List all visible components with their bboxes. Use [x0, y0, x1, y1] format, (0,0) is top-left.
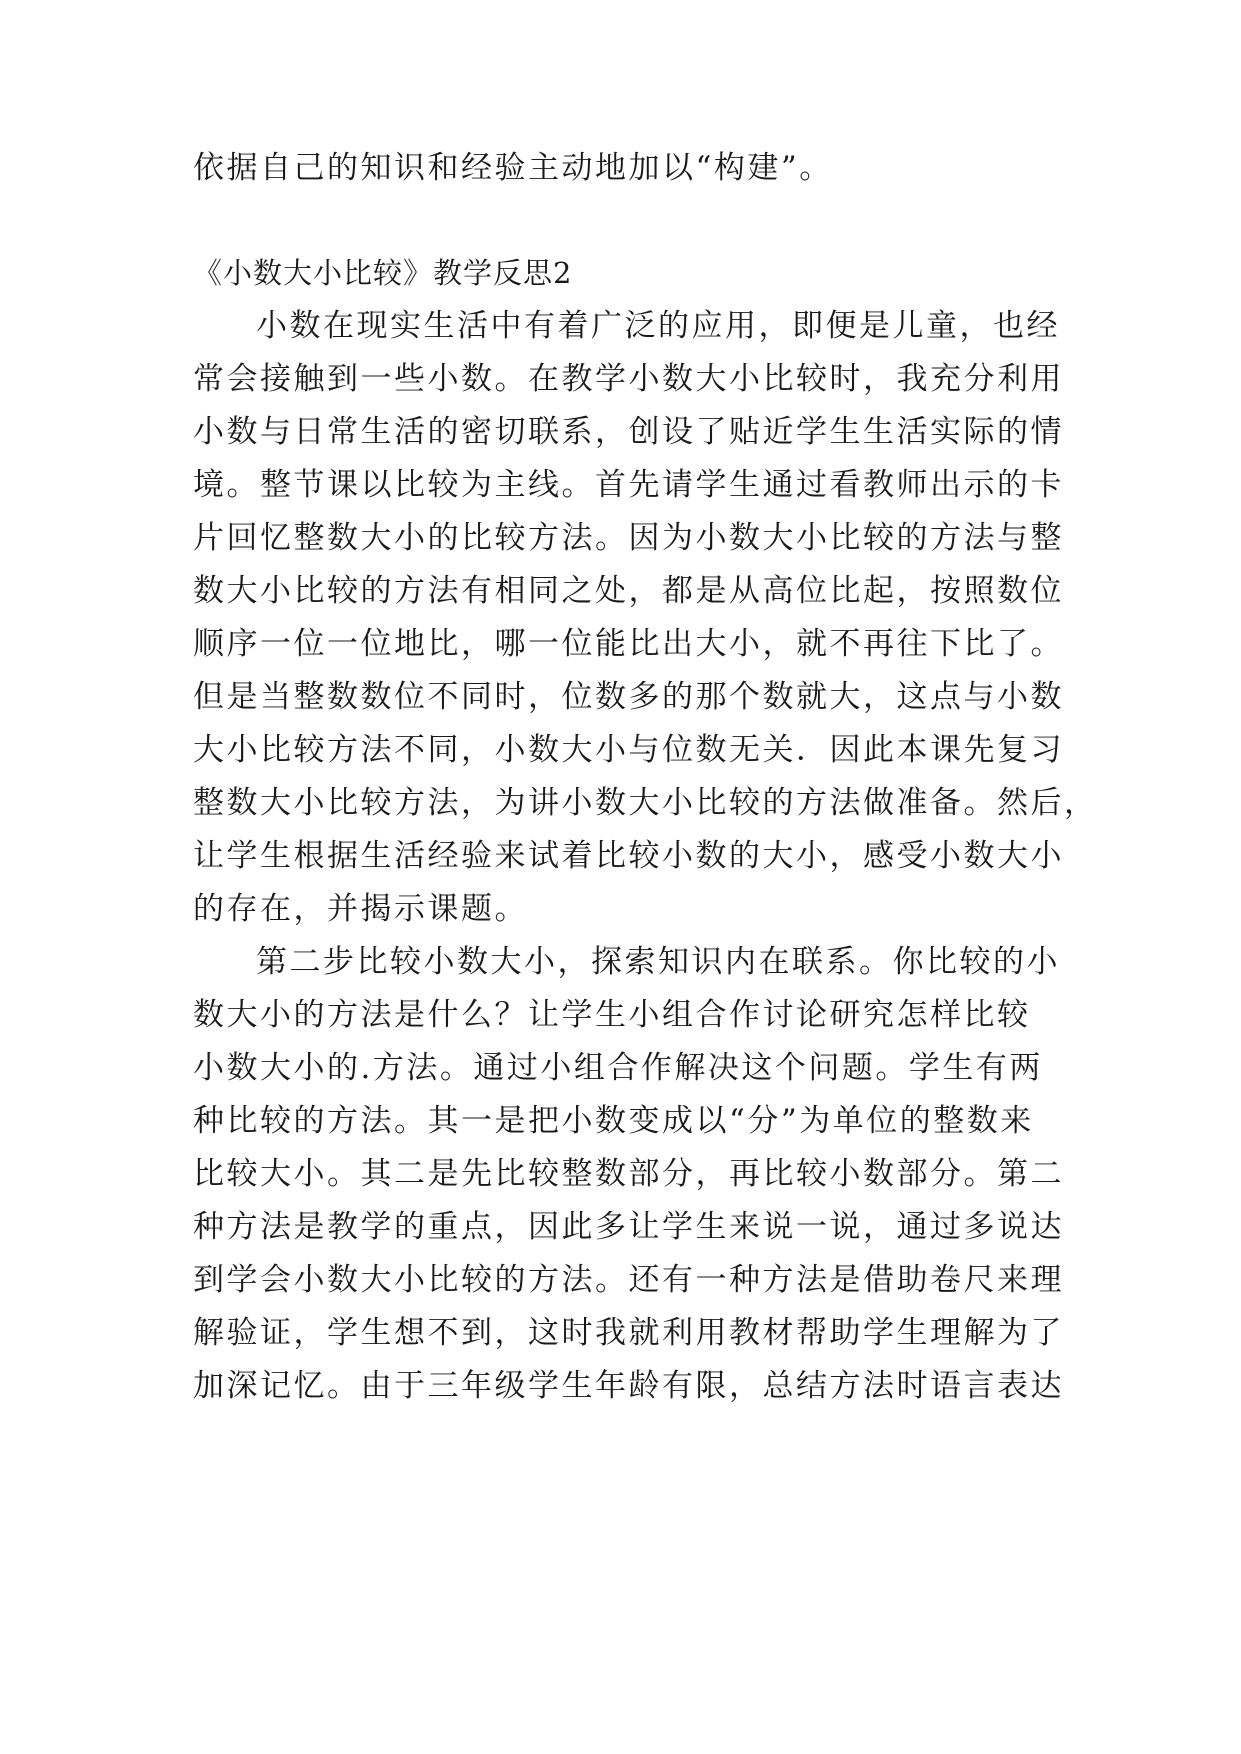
intro-line: 依据自己的知识和经验主动地加以“构建”。	[193, 150, 833, 186]
paragraph-line: 第二步比较小数大小，探索知识内在联系。你比较的小	[256, 944, 1060, 980]
paragraph-line: 但是当整数数位不同时，位数多的那个数就大，这点与小数	[193, 679, 1064, 715]
paragraph-line: 的存在，并揭示课题。	[193, 891, 528, 927]
paragraph-line: 加深记忆。由于三年级学生年龄有限，总结方法时语言表达	[193, 1368, 1064, 1404]
paragraph-line: 比较大小。其二是先比较整数部分，再比较小数部分。第二	[193, 1156, 1064, 1192]
paragraph-line: 小数大小的.方法。通过小组合作解决这个问题。学生有两	[193, 1050, 1043, 1086]
paragraph-line: 常会接触到一些小数。在教学小数大小比较时，我充分利用	[193, 361, 1064, 397]
paragraph-line: 种比较的方法。其一是把小数变成以“分”为单位的整数来	[193, 1103, 1034, 1139]
paragraph-line: 解验证，学生想不到，这时我就利用教材帮助学生理解为了	[193, 1315, 1064, 1351]
paragraph-line: 小数在现实生活中有着广泛的应用，即便是儿童，也经	[256, 308, 1060, 344]
paragraph-line: 整数大小比较方法，为讲小数大小比较的方法做准备。然后，	[193, 785, 1098, 821]
paragraph-line: 境。整节课以比较为主线。首先请学生通过看教师出示的卡	[193, 467, 1064, 503]
paragraph-line: 片回忆整数大小的比较方法。因为小数大小比较的方法与整	[193, 520, 1064, 556]
paragraph-line: 数大小的方法是什么？让学生小组合作讨论研究怎样比较	[193, 997, 1031, 1033]
paragraph-line: 种方法是教学的重点，因此多让学生来说一说，通过多说达	[193, 1209, 1064, 1245]
paragraph-line: 顺序一位一位地比，哪一位能比出大小，就不再往下比了。	[193, 626, 1064, 662]
section-title: 《小数大小比较》教学反思2	[193, 256, 573, 290]
paragraph-line: 大小比较方法不同，小数大小与位数无关．因此本课先复习	[193, 732, 1064, 768]
paragraph-line: 到学会小数大小比较的方法。还有一种方法是借助卷尺来理	[193, 1262, 1064, 1298]
paragraph-line: 数大小比较的方法有相同之处，都是从高位比起，按照数位	[193, 573, 1064, 609]
paragraph-line: 让学生根据生活经验来试着比较小数的大小，感受小数大小	[193, 838, 1064, 874]
paragraph-line: 小数与日常生活的密切联系，创设了贴近学生生活实际的情	[193, 414, 1064, 450]
